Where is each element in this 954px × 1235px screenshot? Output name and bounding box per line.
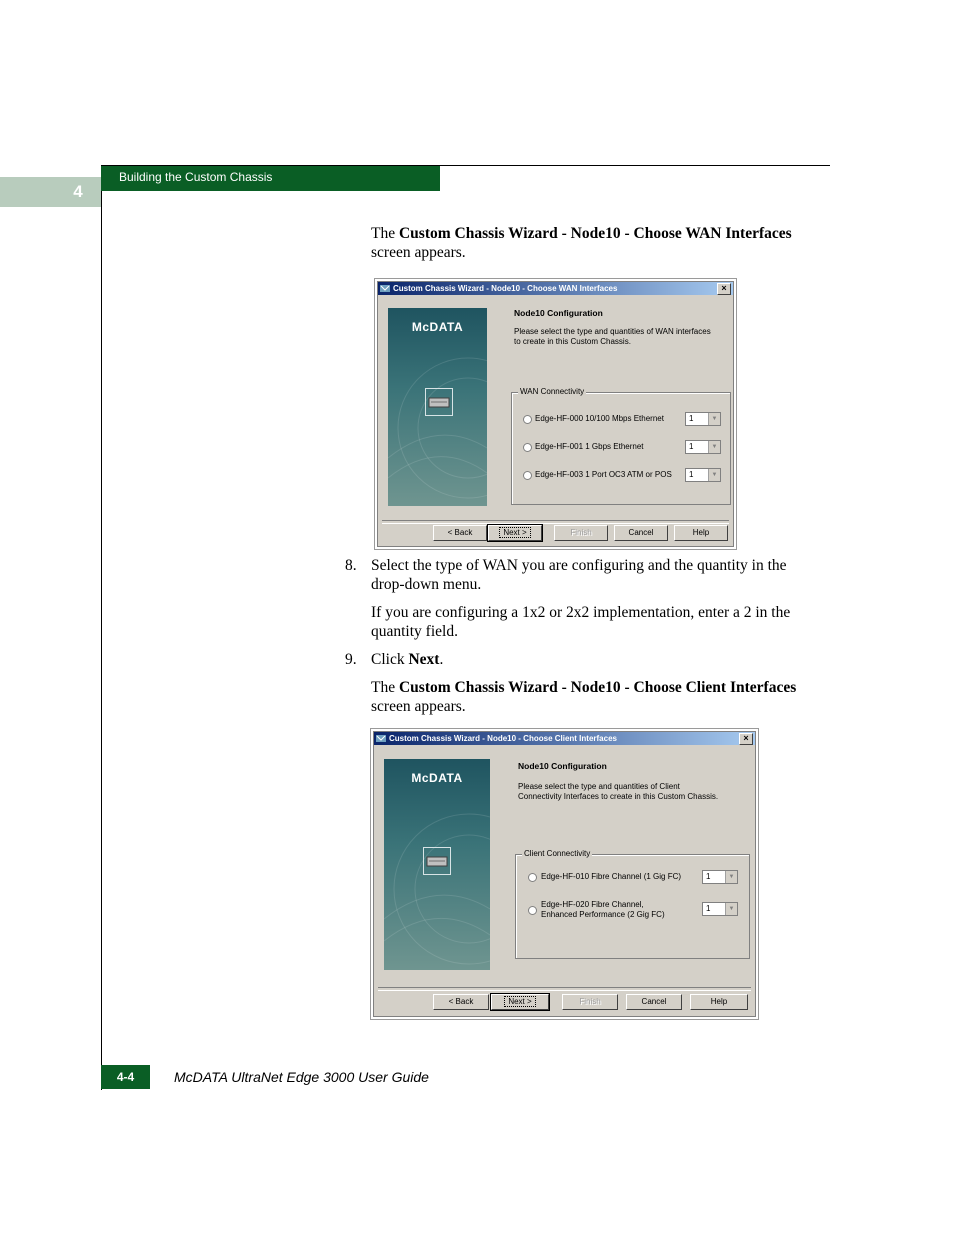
- description-line-2: to create in this Custom Chassis.: [514, 337, 631, 346]
- close-button[interactable]: ×: [717, 283, 731, 295]
- finish-button[interactable]: Finish: [554, 525, 608, 541]
- app-icon: [380, 284, 390, 293]
- wizard-side-panel: [384, 759, 490, 970]
- dropdown-arrow-icon: ▼: [725, 871, 737, 883]
- client-option-1-label[interactable]: [541, 900, 665, 920]
- wan-option-1-radio[interactable]: [523, 443, 532, 452]
- next-button-label: Next >: [499, 527, 530, 538]
- wan-option-1-label[interactable]: Edge-HF-001 1 Gbps Ethernet: [535, 442, 644, 451]
- client-option-1-radio[interactable]: [528, 906, 537, 915]
- wan-dialog-title: Custom Chassis Wizard - Node10 - Choose WAN Interfaces: [393, 284, 618, 293]
- finish-button[interactable]: Finish: [562, 994, 618, 1010]
- wan-dialog: [377, 281, 734, 547]
- mcdata-logo: [384, 771, 490, 785]
- quantity-value: 1: [706, 904, 711, 913]
- wan-option-2-label[interactable]: Edge-HF-003 1 Port OC3 ATM or POS: [535, 470, 672, 479]
- device-icon: [423, 847, 451, 875]
- next-button-label: Next >: [504, 996, 535, 1007]
- description-line-1: Please select the type and quantities of Client: [518, 782, 680, 791]
- quantity-value: 1: [706, 872, 711, 881]
- page-number: 4-4: [101, 1065, 150, 1089]
- quantity-value: 1: [689, 442, 694, 451]
- next-button[interactable]: [491, 994, 549, 1010]
- section-title: Building the Custom Chassis: [119, 170, 273, 184]
- chapter-number: 4: [73, 182, 83, 201]
- config-title: Node10 Configuration: [518, 761, 607, 771]
- wan-dialog-titlebar: [378, 282, 733, 295]
- app-icon: [376, 734, 386, 743]
- client-option-1-quantity-select[interactable]: [702, 902, 738, 916]
- step-8-note: If you are configuring a 1x2 or 2x2 implementation, enter a 2 in the quantity field.: [371, 604, 791, 640]
- cancel-button[interactable]: Cancel: [614, 525, 668, 541]
- intro-suffix: screen appears.: [371, 698, 466, 715]
- step-9-number: 9.: [345, 651, 357, 668]
- cancel-button[interactable]: Cancel: [626, 994, 682, 1010]
- step-8-text: Select the type of WAN you are configuring and the quantity in the drop-down menu.: [371, 557, 787, 593]
- intro-prefix: The: [371, 679, 399, 696]
- dropdown-arrow-icon: ▼: [725, 903, 737, 915]
- client-dialog: [373, 731, 756, 1017]
- option-label-line-1: Edge-HF-010 Fibre Channel (1 Gig FC): [541, 872, 682, 881]
- logo-text: McDATA: [411, 771, 463, 785]
- wan-option-2-radio[interactable]: [523, 471, 532, 480]
- config-description: [514, 327, 711, 347]
- dropdown-arrow-icon: ▼: [708, 441, 720, 453]
- close-button[interactable]: ×: [739, 733, 753, 745]
- intro-bold: Custom Chassis Wizard - Node10 - Choose WAN Interfaces: [398, 225, 792, 242]
- dropdown-arrow-icon: ▼: [708, 413, 720, 425]
- step-9-suffix: .: [439, 651, 444, 668]
- config-description: [518, 782, 718, 802]
- button-separator: [378, 987, 751, 991]
- wan-dialog-screenshot: [374, 278, 737, 550]
- client-option-0-quantity-select[interactable]: [702, 870, 738, 884]
- wan-option-2-quantity-select[interactable]: [685, 468, 721, 482]
- help-button[interactable]: Help: [690, 994, 748, 1010]
- wan-option-0-radio[interactable]: [523, 415, 532, 424]
- step-8-number: 8.: [345, 557, 357, 574]
- button-separator: [382, 520, 729, 524]
- wan-option-0-label[interactable]: Edge-HF-000 10/100 Mbps Ethernet: [535, 414, 664, 423]
- intro-prefix: The: [371, 225, 399, 242]
- back-button[interactable]: < Back: [433, 994, 489, 1010]
- description-line-1: Please select the type and quantities of WAN interfaces: [514, 327, 711, 336]
- guide-title: McDATA UltraNet Edge 3000 User Guide: [174, 1069, 429, 1085]
- intro-bold: Custom Chassis Wizard - Node10 - Choose Client Interfaces: [398, 679, 797, 696]
- option-label-line-1: Edge-HF-020 Fibre Channel,: [541, 900, 644, 909]
- config-title: Node10 Configuration: [514, 308, 603, 318]
- group-label: WAN Connectivity: [520, 387, 585, 396]
- quantity-value: 1: [689, 414, 694, 423]
- back-button[interactable]: < Back: [433, 525, 487, 541]
- wan-connectivity-group: [511, 387, 731, 505]
- quantity-value: 1: [689, 470, 694, 479]
- step-9-text: [371, 650, 831, 669]
- client-dialog-title: Custom Chassis Wizard - Node10 - Choose Client Interfaces: [389, 734, 617, 743]
- intro-suffix: screen appears.: [371, 244, 466, 261]
- group-label: Client Connectivity: [524, 849, 591, 858]
- intro-paragraph-wan: [371, 224, 831, 262]
- wan-option-0-quantity-select[interactable]: [685, 412, 721, 426]
- next-button[interactable]: [488, 525, 542, 541]
- margin-rule-vertical: [101, 165, 102, 1090]
- mcdata-logo: [388, 320, 487, 334]
- logo-text: McDATA: [411, 320, 464, 334]
- step-9-prefix: Click: [371, 651, 409, 668]
- wizard-side-panel: [388, 308, 487, 506]
- description-line-2: Connectivity Interfaces to create in this Custom Chassis.: [518, 792, 719, 801]
- client-option-0-label[interactable]: [541, 872, 681, 882]
- option-label-line-2: Enhanced Performance (2 Gig FC): [541, 910, 665, 919]
- client-dialog-screenshot: [370, 728, 759, 1020]
- device-icon: [425, 388, 453, 416]
- intro-paragraph-client: [371, 678, 833, 716]
- wan-option-1-quantity-select[interactable]: [685, 440, 721, 454]
- dropdown-arrow-icon: ▼: [708, 469, 720, 481]
- step-9-bold: Next: [408, 651, 440, 668]
- help-button[interactable]: Help: [674, 525, 728, 541]
- client-option-0-radio[interactable]: [528, 873, 537, 882]
- client-dialog-titlebar: [374, 732, 755, 745]
- client-connectivity-group: [515, 849, 750, 959]
